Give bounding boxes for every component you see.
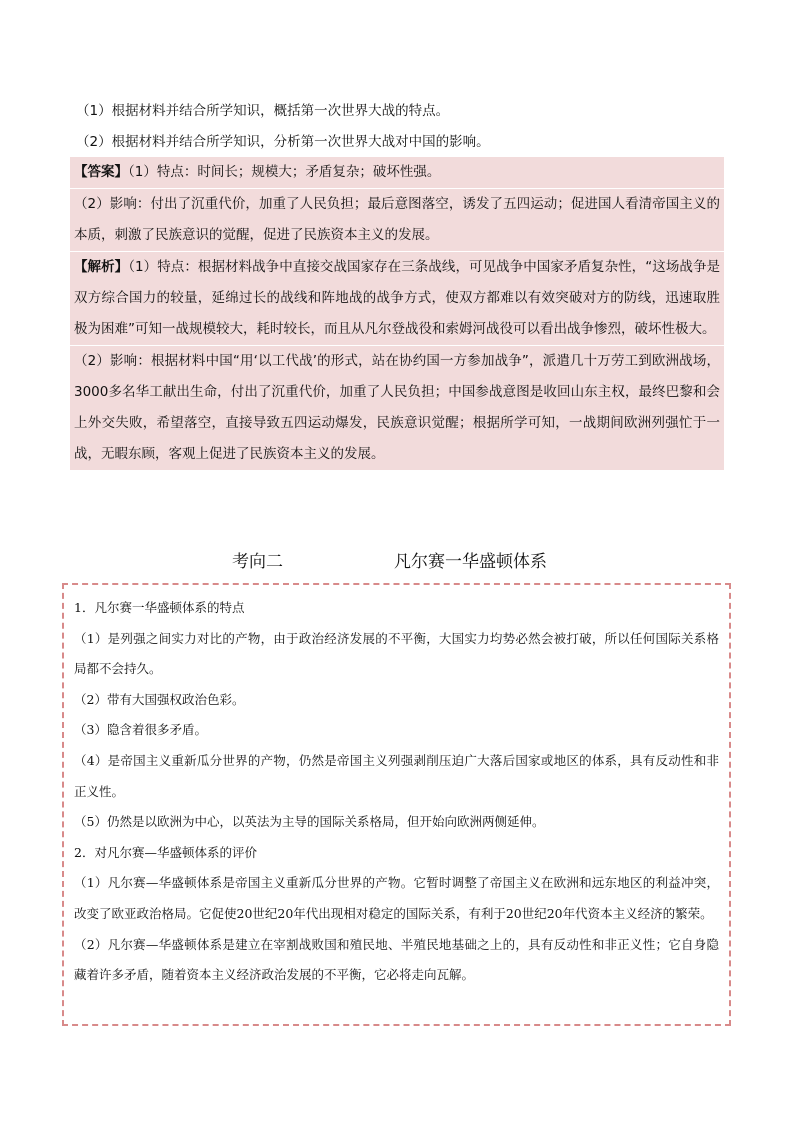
box-item-3: （3）隐含着很多矛盾。	[74, 722, 207, 738]
section-label: 考向二	[232, 552, 283, 572]
box-eval-2: （2）凡尔赛—华盛顿体系是建立在宰割战败国和殖民地、半殖民地基础之上的，具有反动性和非正义性；它自身隐藏着许多矛盾，随着资本主义经济政治发展的不平衡，它必将走向瓦解。	[74, 936, 719, 983]
box-heading-1: 1．凡尔赛一华盛顿体系的特点	[74, 600, 245, 615]
box-eval-1: （1）凡尔赛—华盛顿体系是帝国主义重新瓜分世界的产物。它暂时调整了帝国主义在欧洲和远东地区的利益冲突，改变了欧亚政治格局。它促使20世纪20年代出现相对稳定的国际关系，有利于20世纪20年代资本主义经济的繁荣。	[74, 875, 719, 921]
question-1: （1）根据材料并结合所学知识，概括第一次世界大战的特点。	[76, 103, 450, 119]
analysis-part-1: （1）特点：根据材料战争中直接交战国家存在三条战线，可见战争中国家矛盾复杂性，“这场战争是双方综合国力的较量，延绵过长的战线和阵地战的战争方式，使双方都难以有效突破对方的防线，迅速取胜极为困难”可知一战规模较大，耗时较长，而且从凡尔登战役和索姆河战役可以看出战争惨烈，破坏性极大。	[74, 259, 721, 337]
answer-tag: 【答案】	[74, 164, 128, 180]
analysis-line-1	[74, 252, 720, 345]
section-heading	[0, 550, 794, 574]
question-2: （2）根据材料并结合所学知识，分析第一次世界大战对中国的影响。	[76, 134, 490, 150]
box-item-4: （4）是帝国主义重新瓜分世界的产物，仍然是帝国主义列强剥削压迫广大落后国家或地区的体系，具有反动性和非正义性。	[74, 752, 719, 799]
section-title: 凡尔赛一华盛顿体系	[394, 552, 547, 572]
knowledge-box	[62, 583, 731, 1026]
analysis-tag: 【解析】	[74, 259, 129, 275]
box-item-2: （2）带有大国强权政治色彩。	[74, 691, 245, 707]
answer-part-1: （1）特点：时间长；规模大；矛盾复杂；破坏性强。	[128, 164, 441, 180]
box-item-5: （5）仍然是以欧洲为中心，以英法为主导的国际关系格局，但开始向欧洲两侧延伸。	[74, 814, 545, 830]
box-item-1: （1）是列强之间实力对比的产物，由于政治经济发展的不平衡，大国实力均势必然会被打破，所以任何国际关系格局都不会持久。	[74, 630, 719, 677]
answer-line-1	[74, 157, 720, 188]
box-heading-2: 2．对凡尔赛—华盛顿体系的评价	[74, 844, 257, 860]
answer-part-2: （2）影响：付出了沉重代价，加重了人民负担；最后意图落空，诱发了五四运动；促进国人看清帝国主义的本质，刺激了民族意识的觉醒，促进了民族资本主义的发展。	[74, 196, 720, 243]
analysis-part-2: （2）影响：根据材料中国“用‘以工代战’的形式，站在协约国一方参加战争”，派遣几十万劳工到欧洲战场，3000多名华工献出生命，付出了沉重代价，加重了人民负担；中国参战意图是收回山东主权，最终巴黎和会上外交失败，希望落空，直接导致五四运动爆发，民族意识觉醒；根据所学可知，一战期间欧洲列强忙于一战，无暇东顾，客观上促进了民族资本主义的发展。	[74, 353, 720, 462]
answer-analysis-box	[70, 157, 724, 470]
